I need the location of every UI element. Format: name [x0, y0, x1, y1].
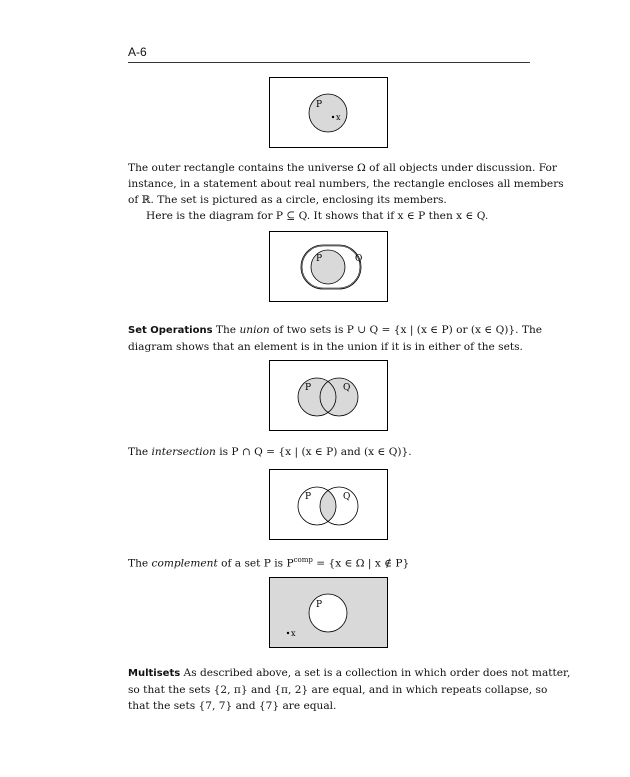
page-label: A-6 — [128, 45, 147, 59]
multisets-line-2: so that the sets {2, π} and {π, 2} are equal, and in which repeats collapse, so — [128, 684, 548, 696]
set-p-label: P — [316, 600, 323, 610]
set-p-circle — [309, 94, 347, 132]
intersection-paragraph: The intersection is P ∩ Q = {x | (x ∈ P) and (x ∈ Q)}. — [128, 446, 412, 458]
union-term: union — [239, 324, 270, 336]
set-p-label: P — [316, 254, 323, 264]
subset-diagram — [269, 231, 388, 303]
universe-paragraph — [128, 160, 564, 224]
universe-diagram — [269, 77, 388, 149]
set-p-label: P — [305, 492, 312, 502]
subset-intro-line: Here is the diagram for P ⊆ Q. It shows that if x ∈ P then x ∈ Q. — [146, 210, 489, 222]
point-x-label: x — [336, 113, 341, 122]
set-operations-heading: Set Operations — [128, 325, 213, 336]
set-operations-line-2: diagram shows that an element is in the union if it is in either of the sets. — [128, 341, 523, 353]
universe-line-3: of ℝ. The set is pictured as a circle, enclosing its members. — [128, 194, 447, 206]
intersection-diagram — [269, 469, 388, 541]
multisets-line-3: that the sets {7, 7} and {7} are equal. — [128, 700, 337, 712]
multisets-paragraph: Multisets As described above, a set is a collection in which order does not matter, so that the sets {2, π} and {π, 2} are equal, and in which repeats collapse, so that the sets {7, 7} and {7} are equal. — [128, 667, 571, 712]
set-p-circle — [309, 594, 347, 632]
point-x-label: x — [291, 629, 296, 638]
complement-diagram — [269, 577, 388, 649]
point-x-dot — [287, 632, 289, 634]
intersection-term: intersection — [151, 446, 216, 458]
set-q-label: Q — [355, 254, 363, 264]
set-operations-paragraph: Set Operations The union of two sets is P ∪ Q = {x | (x ∈ P) or (x ∈ Q)}. The diagram shows that an element is in the union if it is in either of the sets. — [128, 324, 543, 353]
complement-paragraph: The complement of a set P is $P^{comp} = \{x$ ∈ Ω | x ∉ P} — [128, 556, 410, 570]
set-q-label: Q — [343, 492, 351, 502]
set-p-label: P — [316, 100, 323, 110]
running-head — [128, 44, 530, 63]
universe-line-2: instance, in a statement about real numbers, the rectangle encloses all members — [128, 178, 564, 190]
set-p-label: P — [305, 383, 312, 393]
set-q-label: Q — [343, 383, 351, 393]
point-x-dot — [332, 116, 334, 118]
universe-line-1: The outer rectangle contains the universe Ω of all objects under discussion. For — [128, 162, 557, 174]
complement-term: complement — [151, 557, 218, 570]
union-diagram — [269, 360, 388, 432]
multisets-heading: Multisets — [128, 668, 181, 679]
